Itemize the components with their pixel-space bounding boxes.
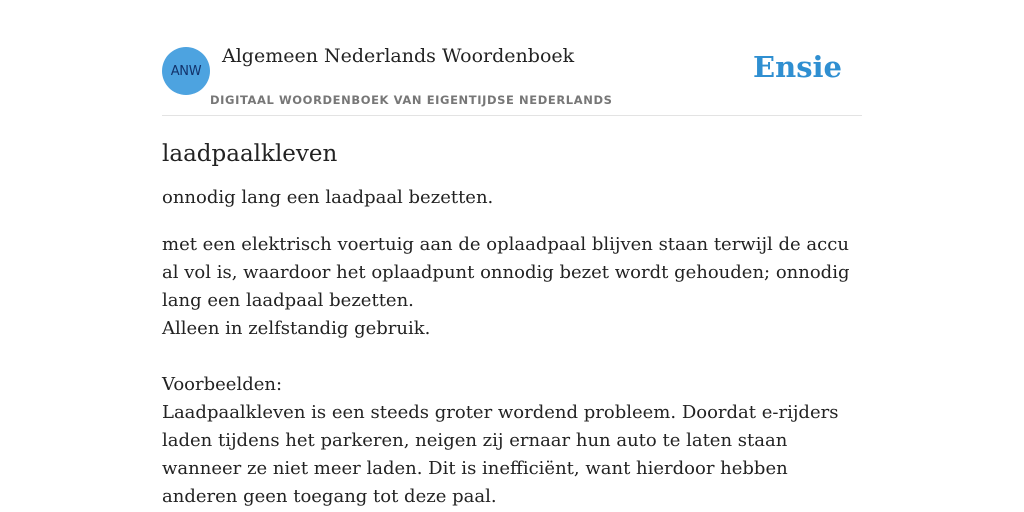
entry-headword: laadpaalkleven: [162, 141, 338, 167]
spacer: [162, 343, 862, 371]
entry-content: [162, 137, 862, 511]
entry-examples-label: Voorbeelden:: [162, 374, 283, 395]
entry-short-definition: onnodig lang een laadpaal bezetten.: [162, 187, 494, 208]
entry-usage-note: Alleen in zelfstandig gebruik.: [162, 318, 431, 339]
entry-example: Laadpaalkleven is een steeds groter wordend probleem. Doordat e-rijders laden tijdens het parkeren, neigen zij ernaar hun auto te laten staan wanneer ze niet meer laden. Dit is inefficiënt, want hierdoor hebben anderen geen toegang tot deze paal.: [162, 402, 839, 507]
ensie-brand-link[interactable]: Ensie: [753, 50, 842, 84]
entry-definition: met een elektrisch voertuig aan de oplaadpaal blijven staan terwijl de accu al vol is, waardoor het oplaadpunt onnodig bezet wordt gehouden; onnodig lang een laadpaal bezetten.: [162, 234, 850, 311]
site-subtitle: DIGITAAL WOORDENBOEK VAN EIGENTIJDSE NEDERLANDS: [210, 93, 613, 107]
site-title[interactable]: Algemeen Nederlands Woordenboek: [222, 45, 575, 67]
site-header: [162, 0, 862, 116]
anw-logo[interactable]: [162, 47, 210, 95]
anw-logo-text: ANW: [170, 63, 202, 79]
entry-definition-block: [162, 231, 862, 511]
